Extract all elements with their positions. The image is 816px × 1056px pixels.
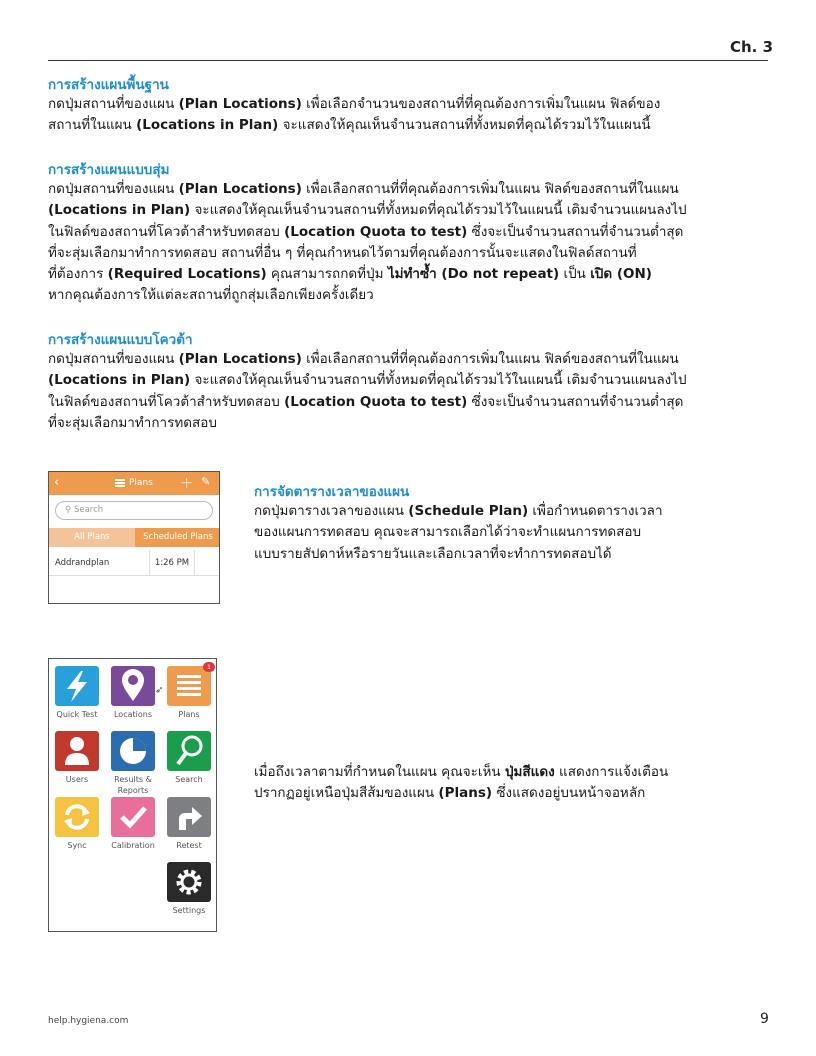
body-line: ที่จะสุ่มเลือกมาทำการทดสอบ [48,414,217,431]
tile-label: Locations [113,710,152,719]
quick-test-tile[interactable] [55,666,99,706]
bold-term: (Location Quota to test) [284,223,468,240]
pie-chart-icon [111,731,155,771]
tile-label: Retest [176,841,202,850]
body-line: กดปุ่มตารางเวลาของแผน (Schedule Plan) เพื่อกำหนดตารางเวลา [254,503,663,519]
checkmark-icon [111,797,155,837]
plan-time: 1:26 PM [149,550,195,576]
results-reports-tile[interactable] [111,731,155,771]
locations-tile[interactable] [111,666,155,706]
bold-term: เปิด (ON) [590,266,652,283]
section-body [48,349,773,434]
body-line: (Locations in Plan) จะแสดงให้คุณเห็นจำนวนสถานที่ทั้งหมดที่คุณได้รวมไว้ในแผนนี้ เติมจำนวนแผนลงไป [48,372,687,389]
back-arrow-icon[interactable]: ‹ [54,475,60,490]
section-basic-plan [48,76,773,137]
list-item[interactable] [49,550,220,576]
edit-pencil-icon[interactable]: ✎ [201,475,211,488]
tile-label: Users [65,775,89,784]
notification-badge: 1 [203,662,215,672]
bold-term: ไม่ทำซ้ำ (Do not repeat) [387,266,560,283]
section-body [48,179,773,307]
tile-label: Settings [172,906,206,915]
plans-title-group [115,478,153,488]
plans-title: Plans [129,478,153,488]
tile-label: Sync [67,841,87,850]
section-quota-plan [48,331,773,434]
home-screen-screenshot [48,658,217,932]
section-body [254,762,754,805]
body-line: ในฟิลด์ของสถานที่โควต้าสำหรับทดสอบ (Location Quota to test) ซึ่งจะเป็นจำนวนสถานที่จำนวนต่ำสุด [48,393,684,410]
bold-term: (Plans) [438,785,493,802]
bold-term: (Plan Locations) [178,96,302,112]
retest-tile[interactable] [167,797,211,837]
tab-scheduled-plans[interactable]: Scheduled Plans [135,528,220,547]
body-line: เมื่อถึงเวลาตามที่กำหนดในแผน คุณจะเห็น ปุ่มสีแดง แสดงการแจ้งเตือน [254,764,669,780]
plans-screen-screenshot [48,471,220,604]
users-tile[interactable] [55,731,99,771]
section-title: การสร้างแผนแบบโควต้า [48,332,193,348]
bold-term: (Plan Locations) [178,351,302,367]
body-line: ที่จะสุ่มเลือกมาทำการทดสอบ สถานที่อื่น ๆ ที่คุณกำหนดไว้ตามที่คุณต้องการนั้นจะแสดงในฟิลด์สถานที่ [48,244,637,261]
settings-tile[interactable] [167,862,211,902]
section-schedule-plan [254,483,754,565]
calibration-tile[interactable] [111,797,155,837]
plans-top-bar [49,472,219,495]
add-plan-icon[interactable]: + [180,473,194,492]
body-line: สถานที่ในแผน (Locations in Plan) จะแสดงให้คุณเห็นจำนวนสถานที่ทั้งหมดที่คุณได้รวมไว้ในแผนนี้ [48,117,651,134]
tile-label: Results & Reports [114,775,152,795]
bold-term: (Locations in Plan) [136,117,279,134]
body-line: กดปุ่มสถานที่ของแผน (Plan Locations) เพื่อเลือกสถานที่ที่คุณต้องการเพิ่มในแผน ฟิลด์ของสถานที่ในแผน [48,181,679,197]
list-icon [115,479,125,487]
search-tile[interactable] [167,731,211,771]
section-title: การจัดตารางเวลาของแผน [254,484,410,500]
section-body [48,94,773,137]
tile-label: Quick Test [56,710,98,719]
plans-tabs [49,528,220,547]
tile-label: Plans [178,710,200,719]
body-line: ของแผนการทดสอบ คุณจะสามารถเลือกได้ว่าจะทำแผนการทดสอบ [254,524,642,541]
page-number: 9 [760,1011,769,1027]
body-line: แบบรายสัปดาห์หรือรายวันและเลือกเวลาที่จะทำการทดสอบได้ [254,545,612,562]
tile-label: Calibration [111,841,155,850]
retest-arrow-icon [167,797,211,837]
bold-term: ปุ่มสีแดง [504,764,555,780]
sync-icon [55,797,99,837]
body-line: ที่ต้องการ (Required Locations) คุณสามารถกดที่ปุ่ม ไม่ทำซ้ำ (Do not repeat) เป็น เปิด (ON) [48,266,652,283]
mouse-cursor-icon: ➶ [155,685,164,696]
bold-term: (Locations in Plan) [48,202,191,219]
header-divider [48,60,768,61]
sync-tile[interactable] [55,797,99,837]
gear-icon [167,862,211,902]
search-icon: ⚲ [65,505,72,515]
search-input[interactable] [55,501,213,520]
plan-name: Addrandplan [55,558,110,568]
body-line: (Locations in Plan) จะแสดงให้คุณเห็นจำนวนสถานที่ทั้งหมดที่คุณได้รวมไว้ในแผนนี้ เติมจำนวนแผนลงไป [48,202,687,219]
search-placeholder: Search [73,505,104,515]
tab-all-plans[interactable]: All Plans [49,528,135,547]
body-line: ในฟิลด์ของสถานที่โควต้าสำหรับทดสอบ (Location Quota to test) ซึ่งจะเป็นจำนวนสถานที่จำนวนต่ำสุด [48,223,684,240]
body-line: กดปุ่มสถานที่ของแผน (Plan Locations) เพื่อเลือกจำนวนของสถานที่ที่คุณต้องการเพิ่มในแผน ฟิลด์ของ [48,96,661,112]
user-icon [55,731,99,771]
section-body [254,501,754,565]
bold-term: (Required Locations) [107,266,267,283]
footer-url: help.hygiena.com [48,1016,129,1026]
list-icon [167,666,211,706]
body-line: ปรากฏอยู่เหนือปุ่มสีส้มของแผน (Plans) ซึ่งแสดงอยู่บนหน้าจอหลัก [254,785,646,802]
section-title: การสร้างแผนพื้นฐาน [48,77,169,93]
section-notification [254,762,754,805]
bold-term: (Schedule Plan) [408,503,529,519]
bold-term: (Plan Locations) [178,181,302,197]
magnifier-icon [167,731,211,771]
section-random-plan [48,161,773,307]
body-line: กดปุ่มสถานที่ของแผน (Plan Locations) เพื่อเลือกสถานที่ที่คุณต้องการเพิ่มในแผน ฟิลด์ของสถานที่ในแผน [48,351,679,367]
tile-label: Search [175,775,203,784]
lightning-icon [55,666,99,706]
location-pin-icon [111,666,155,706]
body-line: หากคุณต้องการให้แต่ละสถานที่ถูกสุ่มเลือกเพียงครั้งเดียว [48,287,374,304]
plans-tile[interactable] [167,666,211,706]
section-title: การสร้างแผนแบบสุ่ม [48,162,170,178]
chapter-label: Ch. 3 [730,38,774,56]
bold-term: (Locations in Plan) [48,372,191,389]
bold-term: (Location Quota to test) [284,393,468,410]
